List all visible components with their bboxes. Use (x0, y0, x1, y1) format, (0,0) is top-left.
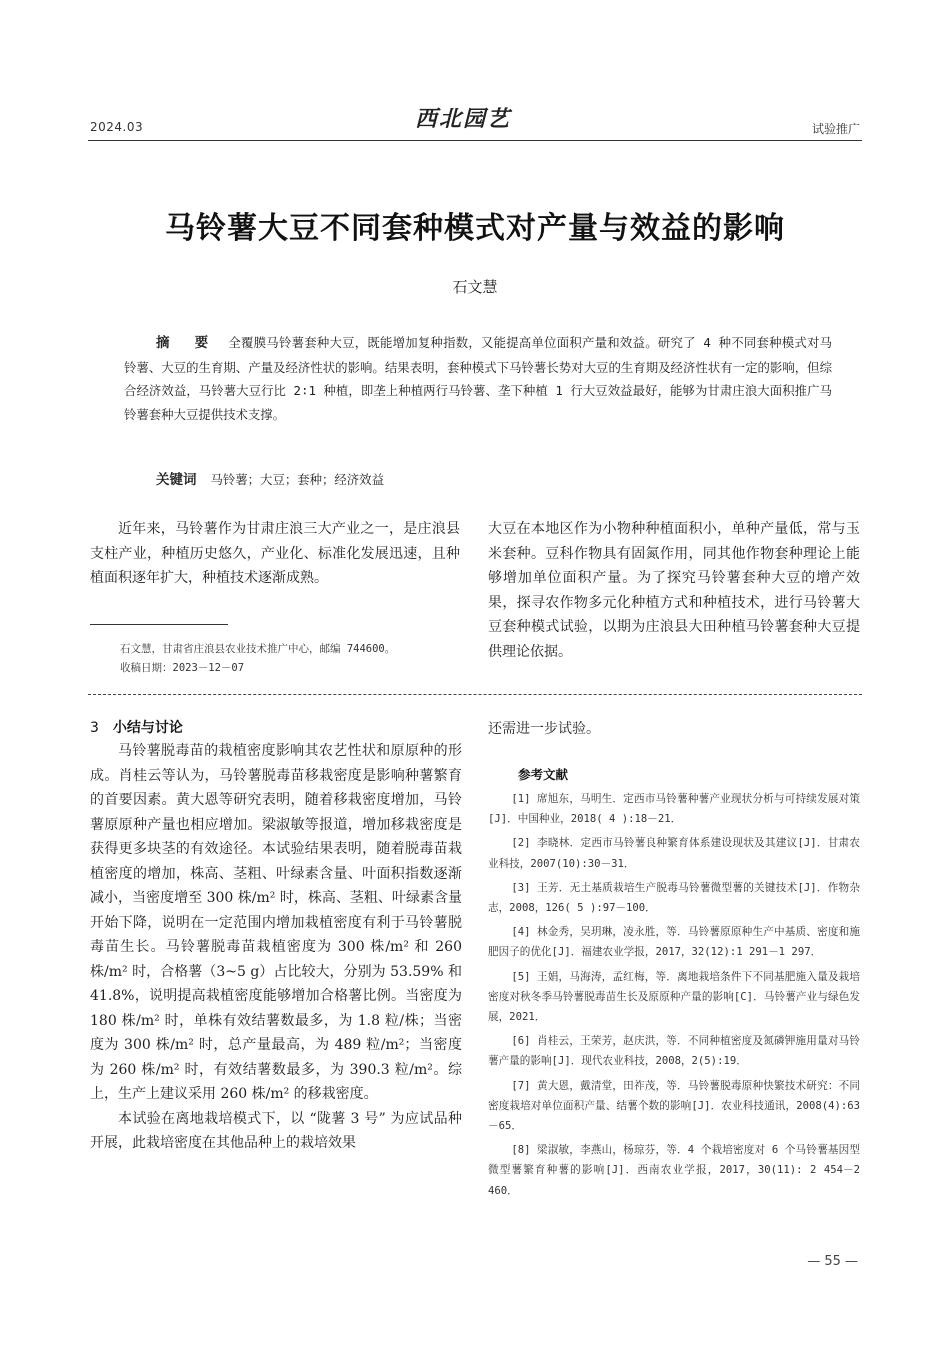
keywords-text: 马铃薯；大豆；套种；经济效益 (210, 472, 384, 487)
intro-left-paragraph: 近年来，马铃薯作为甘肃庄浪三大产业之一，是庄浪县支柱产业，种植历史悠久，产业化、标准化发展迅速，且种植面积逐年扩大，种植技术逐渐成熟。 (90, 521, 460, 586)
section-number: 3 (90, 720, 99, 736)
intro-right-column (488, 517, 860, 664)
references-heading: 参考文献 (518, 767, 569, 782)
keywords (156, 468, 384, 488)
abstract (124, 331, 832, 426)
footnote-rule (90, 624, 228, 625)
page-number: — 55 — (807, 1254, 858, 1269)
reference-item: [2] 李晓林．定西市马铃薯良种繁育体系建设现状及其建议[J]．甘肃农业科技，2007(10):30－31． (488, 837, 860, 870)
reference-list (488, 789, 860, 1205)
reference-item: [8] 梁淑敏，李燕山，杨琼芬，等．4 个栽培密度对 6 个马铃薯基因型微型薯繁育种薯的影响[J]．西南农业学报，2017，30(11): 2 454－2 460． (488, 1144, 860, 1197)
reference-item: [4] 林金秀，吴玥琳，凌永胜，等．马铃薯原原种生产中基质、密度和施肥因子的优化[J]．福建农业学报，2017，32(12):1 291－1 297． (488, 926, 860, 959)
article-title: 马铃薯大豆不同套种模式对产量与效益的影响 (165, 211, 785, 246)
reference-item: [6] 肖桂云，王荣芳，赵庆洪，等．不同种植密度及氮磷钾施用量对马铃薯产量的影响[J]．现代农业科技，2008，2(5):19． (488, 1035, 860, 1068)
section-label: 试验推广 (811, 122, 860, 136)
section-break-dashed-rule (88, 694, 862, 695)
reference-item: [1] 席旭东，马明生．定西市马铃薯种薯产业现状分析与可持续发展对策[J]．中国种业，2018( 4 ):18－21． (488, 793, 860, 826)
reference-item: [7] 黄大恩，戴清堂，田祚茂，等．马铃薯脱毒原种快繁技术研究：不同密度栽培对单位面积产量、结薯个数的影响[J]．农业科技通讯，2008(4):63－65． (488, 1079, 860, 1133)
section-title: 小结与讨论 (112, 720, 183, 736)
abstract-text: 全覆膜马铃薯套种大豆，既能增加复种指数，又能提高单位面积产量和效益。研究了 4 种不同套种模式对马铃薯、大豆的生育期、产量及经济性状的影响。结果表明，套种模式下马铃薯长势对大豆的生育期及经济性状有一定的影响，但综合经济效益，马铃薯大豆行比 2∶1 种植，即垄上种植两行马铃薯、垄下种植 1 行大豆效益最好，能够为甘肃庄浪大面积推广马铃薯套种大豆提供技术支撑。 (124, 335, 832, 422)
header-rule (88, 140, 862, 141)
journal-logo: 西北园艺 (415, 106, 512, 132)
section-continuation: 还需进一步试验。 (488, 721, 600, 737)
issue-date: 2024.03 (90, 120, 144, 134)
intro-left-column (90, 517, 460, 591)
reference-item: [3] 王芳．无土基质栽培生产脱毒马铃薯微型薯的关键技术[J]．作物杂志，2008，126( 5 ):97－100． (488, 881, 860, 915)
section-heading (90, 717, 183, 737)
section-paragraph-1: 马铃薯脱毒苗的栽植密度影响其农艺性状和原原种的形成。肖桂云等认为，马铃薯脱毒苗移栽密度是影响种薯繁育的首要因素。黄大恩等研究表明，随着移栽密度增加，马铃薯原原种产量也相应增加。梁淑敏等报道，增加移栽密度是获得更多块茎的有效途径。本试验结果表明，随着脱毒苗栽植密度的增加，株高、茎粗、叶绿素含量、叶面积指数逐渐减小，当密度增至 300 株/m² 时，株高、茎粗、叶绿素含量开始下降，说明在一定范围内增加栽植密度有利于马铃薯脱毒苗生长。马铃薯脱毒苗栽植密度为 300 株/m² 和 260 株/m² 时，合格薯（3~5 g）占比较大，分别为 53.59% 和 41.8%，说明提高栽植密度能够增加合格薯比例。当密度为 180 株/m² 时，单株有效结薯数最多，为 1.8 粒/株；当密度为 300 株/m² 时，总产量最高，为 489 粒/m²；当密度为 260 株/m² 时，有效结薯数最多，为 390.3 粒/m²。综上，生产上建议采用 260 株/m² 的移栽密度。 (90, 743, 462, 1102)
article-author: 石文慧 (452, 278, 498, 296)
abstract-label: 摘 要 (156, 335, 219, 351)
reference-item: [5] 王娟，马海涛，孟红梅，等．离地栽培条件下不同基肥施入量及栽培密度对秋冬季马铃薯脱毒苗生长及原原种产量的影响[C]．马铃薯产业与绿色发展，2021． (488, 970, 860, 1024)
keywords-label: 关键词 (156, 472, 197, 488)
section-paragraph-2: 本试验在离地栽培模式下，以 “陇薯 3 号” 为应试品种开展，此栽培密度在其他品种上的栽培效果 (90, 1110, 462, 1151)
section-body (90, 739, 462, 1156)
footnote-affiliation: 石文慧，甘肃省庄浪县农业技术推广中心，邮编 744600。 (120, 643, 396, 655)
footnote-received-date: 收稿日期：2023－12－07 (120, 661, 245, 674)
intro-right-paragraph: 大豆在本地区作为小物种种植面积小，单种产量低，常与玉米套种。豆科作物具有固氮作用，同其他作物套种理论上能够增加单位面积产量。为了探究马铃薯套种大豆的增产效果，探寻农作物多元化种植方式和种植技术，进行马铃薯大豆套种模式试验，以期为庄浪县大田种植马铃薯套种大豆提供理论依据。 (488, 521, 860, 660)
footnote (120, 640, 470, 677)
